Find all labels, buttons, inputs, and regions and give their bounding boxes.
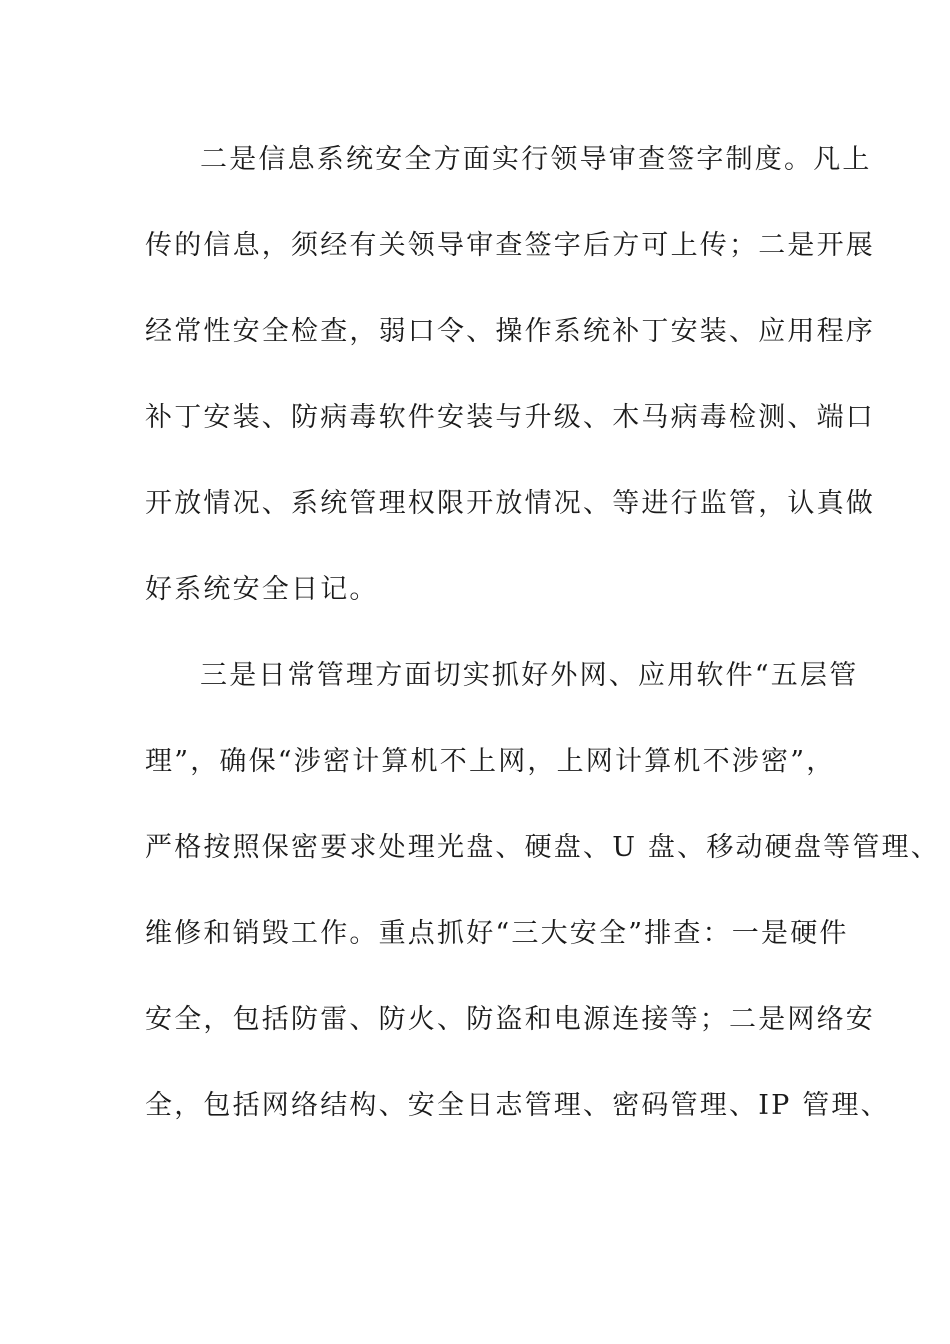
- paragraph-2-line-2: 传的信息，须经有关领导审查签字后方可上传；二是开展: [145, 230, 875, 261]
- paragraph-2-line-6: 好系统安全日记。: [145, 574, 379, 605]
- paragraph-2-line-3: 经常性安全检查，弱口令、操作系统补丁安装、应用程序: [145, 316, 875, 347]
- paragraph-3-line-2: 理”，确保“涉密计算机不上网，上网计算机不涉密”，: [145, 746, 836, 777]
- paragraph-3-line-3: 严格按照保密要求处理光盘、硬盘、U 盘、移动硬盘等管理、: [145, 832, 940, 863]
- paragraph-3-line-4: 维修和销毁工作。重点抓好“三大安全”排查：一是硬件: [145, 918, 849, 949]
- paragraph-3-line-6: 全，包括网络结构、安全日志管理、密码管理、IP 管理、: [145, 1090, 890, 1121]
- paragraph-2-line-1: 二是信息系统安全方面实行领导审查签字制度。凡上: [200, 144, 872, 175]
- paragraph-3-line-5: 安全，包括防雷、防火、防盗和电源连接等；二是网络安: [145, 1004, 875, 1035]
- paragraph-3-line-1: 三是日常管理方面切实抓好外网、应用软件“五层管: [200, 660, 859, 691]
- paragraph-2-line-5: 开放情况、系统管理权限开放情况、等进行监管，认真做: [145, 488, 875, 519]
- paragraph-2-line-4: 补丁安装、防病毒软件安装与升级、木马病毒检测、端口: [145, 402, 875, 433]
